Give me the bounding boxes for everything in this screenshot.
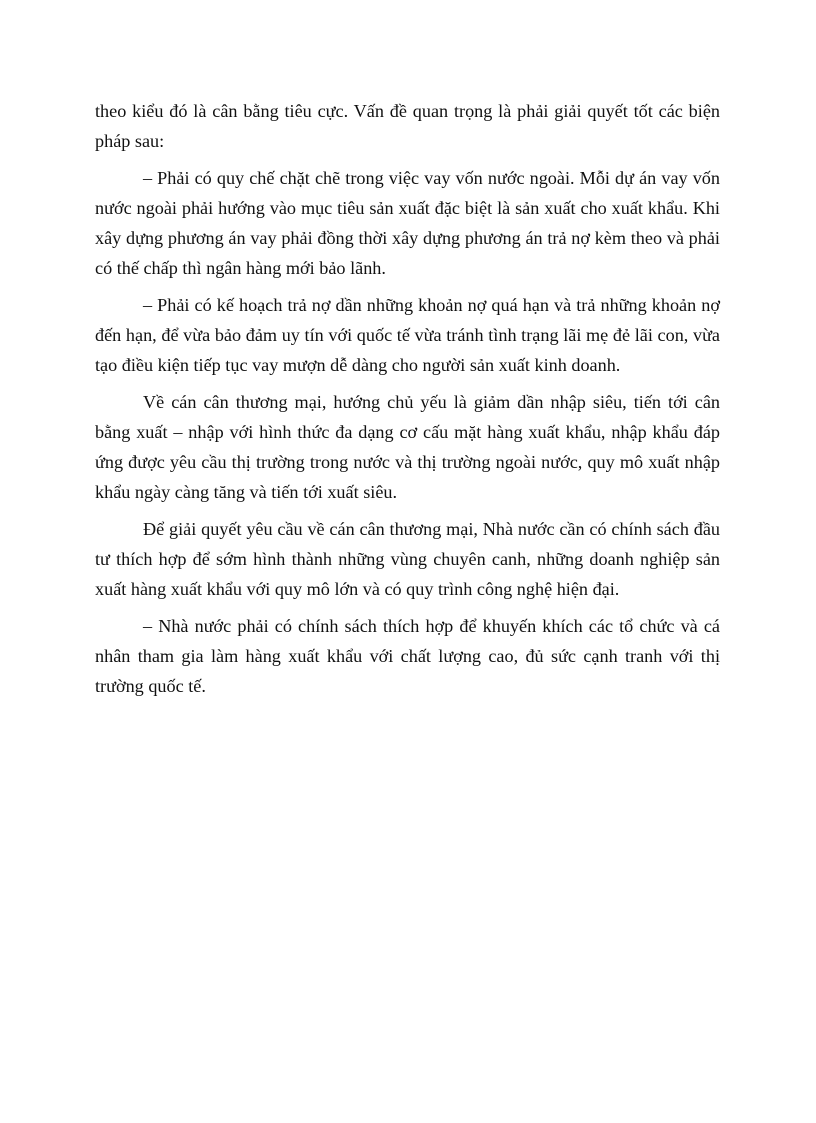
paragraph-3: – Phải có kế hoạch trả nợ dần những khoản nợ quá hạn và trả những khoản nợ đến hạn, để vừa bảo đảm uy tín với quốc tế vừa tránh tình trạng lãi mẹ đẻ lãi con, vừa tạo điều kiện tiếp tục vay mượn dễ dàng cho người sản xuất kinh doanh. xyxy=(95,295,720,375)
paragraph-4: Về cán cân thương mại, hướng chủ yếu là giảm dần nhập siêu, tiến tới cân bằng xuất – nhập với hình thức đa dạng cơ cấu mặt hàng xuất khẩu, nhập khẩu đáp ứng được yêu cầu thị trường trong nước và thị trường ngoài nước, quy mô xuất nhập khẩu ngày càng tăng và tiến tới xuất siêu. xyxy=(95,392,720,502)
paragraph-6: – Nhà nước phải có chính sách thích hợp để khuyến khích các tổ chức và cá nhân tham gia làm hàng xuất khẩu với chất lượng cao, đủ sức cạnh tranh với thị trường quốc tế. xyxy=(95,616,720,696)
paragraph-1: theo kiểu đó là cân bằng tiêu cực. Vấn đề quan trọng là phải giải quyết tốt các biện pháp sau: xyxy=(95,101,720,151)
document-page xyxy=(95,96,720,708)
paragraph-5: Để giải quyết yêu cầu về cán cân thương mại, Nhà nước cần có chính sách đầu tư thích hợp để sớm hình thành những vùng chuyên canh, những doanh nghiệp sản xuất hàng xuất khẩu với quy mô lớn và có quy trình công nghệ hiện đại. xyxy=(95,519,720,599)
paragraph-2: – Phải có quy chế chặt chẽ trong việc vay vốn nước ngoài. Mỗi dự án vay vốn nước ngoài phải hướng vào mục tiêu sản xuất đặc biệt là sản xuất cho xuất khẩu. Khi xây dựng phương án vay phải đồng thời xây dựng phương án trả nợ kèm theo và phải có thế chấp thì ngân hàng mới bảo lãnh. xyxy=(95,168,720,278)
